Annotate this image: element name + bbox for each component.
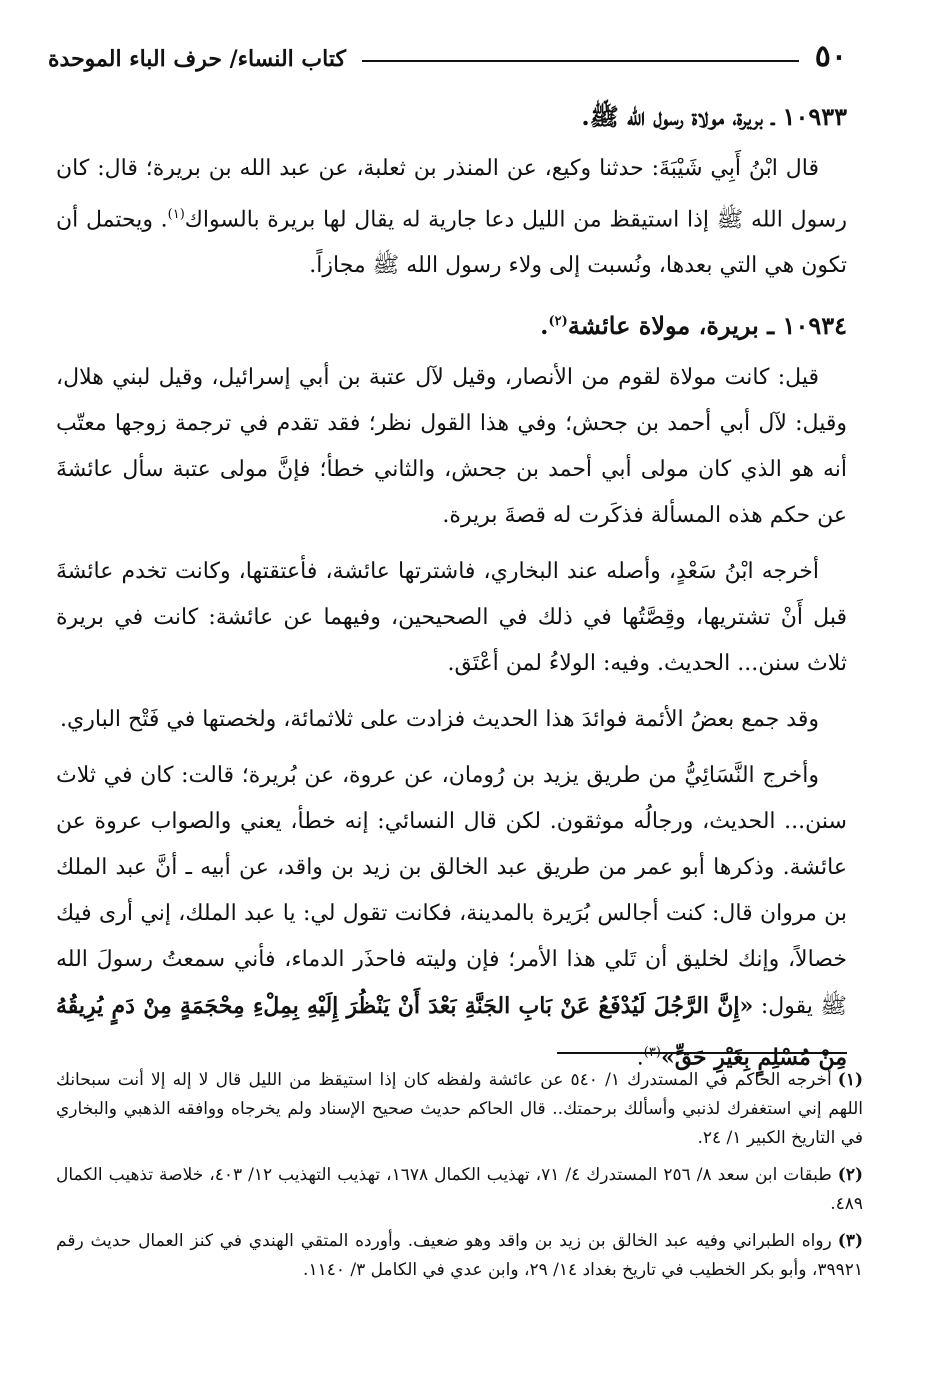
footnote-1 <box>56 1066 863 1153</box>
page-number: ٥٠ <box>814 39 847 74</box>
hadith-quote: «إِنَّ الرَّجُلَ لَيُدْفَعُ عَنْ بَابِ الجَنَّةِ بَعْدَ أَنْ يَنْظُرَ إِلَيْهِ بِمِلْءِ مِحْجَمَةٍ مِنْ دَمٍ يُرِيقُهُ مِنْ مُسْلِمٍ بِغَيْرِ حَقٍّ» <box>56 993 847 1071</box>
paragraph-1-tail: . ويحتمل أن تكون هي التي بعدها، ونُسبت إلى ولاء رسول الله ﷺ مجازاً. <box>56 207 847 279</box>
paragraph-5-end: . <box>636 1045 644 1071</box>
footnote-text: رواه الطبراني وفيه عبد الخالق بن زيد بن واقد وهو ضعيف. وأورده المتقي الهندي في كنز العمال حديث رقم ٣٩٩٢١، وأبو بكر الخطيب في تاريخ بغداد ١٤/ ٢٩، وابن عدي في الكامل ٣/ ١١٤٠. <box>56 1231 863 1280</box>
running-title: كتاب النساء/ حرف الباء الموحدة <box>48 46 346 72</box>
paragraph-1 <box>56 146 847 289</box>
footnote-text: أخرجه الحاكم في المستدرك ١/ ٥٤٠ عن عائشة ولفظه كان إذا استيقظ من الليل قال لا إله إلا أنت سبحانك اللهم إني استغفرك لذنبي وأسألك برحمتك.. قال الحاكم حديث صحيح الإسناد ولم يخرجاه ووافقه الذهبي والبخاري في التاريخ الكبير ١/ ٢٤. <box>56 1070 863 1148</box>
paragraph-3: أخرجه ابْنُ سَعْدٍ، وأصله عند البخاري، فاشترتها عائشة، فأعتقتها، وكانت تخدم عائشةَ قبل أَنْ تشتريها، وقِصَّتُها في ذلك في الصحيحين، وفيهما عن عائشة: كانت في بريرة ثلاث سنن... الحديث. وفيه: الولاءُ لمن أعْتَق. <box>56 559 847 677</box>
entry-title-10933: ١٠٩٣٣ ـ بريرة، مولاة رسول الله ﷺ. <box>581 102 847 131</box>
page-header <box>48 28 847 72</box>
footnote-ref-1[interactable]: (١) <box>167 207 185 222</box>
footnote-number: (٣) <box>837 1231 863 1251</box>
entry-title-10934-end: . <box>540 311 549 341</box>
paragraph-2: قيل: كانت مولاة لقوم من الأنصار، وقيل لآل عتبة بن أبي إسرائيل، وقيل لبني هلال، وقيل: لآل أبي أحمد بن جحش؛ وفي هذا القول نظر؛ فقد تقدم في ترجمة زوجها معتّب أنه هو الذي كان مولى أبي أحمد بن جحش، والثاني خطأ؛ فإنَّ مولى عتبة سأل عائشةَ عن حكم هذه المسألة فذكَرت له قصةَ بريرة. <box>56 365 847 529</box>
footnote-2 <box>56 1161 863 1219</box>
paragraph-1-text: قال ابْنُ أَبِي شَيْبَةَ: حدثنا وكيع، عن المنذر بن ثعلبة، عن عبد الله بن بريرة؛ قال: كان رسول الله ﷺ إذا استيقظ من الليل دعا جارية له يقال لها بريرة بالسواك <box>56 156 847 233</box>
footnotes <box>56 1066 863 1293</box>
header-rule <box>362 60 799 62</box>
footnote-number: (١) <box>837 1070 863 1090</box>
paragraph-4: وقد جمع بعضُ الأئمة فوائدَ هذا الحديث فزادت على ثلاثمائة، ولخصتها في فَتْح الباري. <box>60 707 819 733</box>
entry-title-10934-text: ١٠٩٣٤ ـ بريرة، مولاة عائشة <box>567 311 847 341</box>
footnote-number: (٢) <box>837 1165 863 1185</box>
footnote-text: طبقات ابن سعد ٨/ ٢٥٦ المستدرك ٤/ ٧١، تهذيب الكمال ١٦٧٨، تهذيب التهذيب ١٢/ ٤٠٣، خلاصة تذهيب الكمال ٤٨٩. <box>56 1165 863 1214</box>
entry-title-10934 <box>56 299 847 349</box>
paragraph-5 <box>56 753 847 1081</box>
paragraph-5-text: وأخرج النَّسَائِيُّ من طريق يزيد بن رُومان، عن عروة، عن بُريرة؛ قالت: كان في ثلاث سنن... الحديث، ورجالُه موثقون. لكن قال النسائي: إنه خطأ، يعني والصواب عروة عن عائشة. وذكرها أبو عمر من طريق عبد الخالق بن زيد بن واقد، عن أبيه ـ أنَّ عبد الملك بن مروان قال: كنت أجالس بُرَيرة بالمدينة، فكانت تقول لي: يا عبد الملك، إني أرى فيك خصالاً، وإنك لخليق أن تَلي هذا الأمر؛ فإن وليته فاحذَر الدماء، فأني سمعتُ رسولَ الله ﷺ يقول: <box>56 763 848 1020</box>
footnote-separator <box>557 1052 847 1054</box>
footnote-ref-3[interactable]: (٣) <box>643 1045 661 1061</box>
page-body <box>56 86 847 1092</box>
footnote-3 <box>56 1227 863 1285</box>
footnote-ref-2[interactable]: (٢) <box>548 314 568 330</box>
